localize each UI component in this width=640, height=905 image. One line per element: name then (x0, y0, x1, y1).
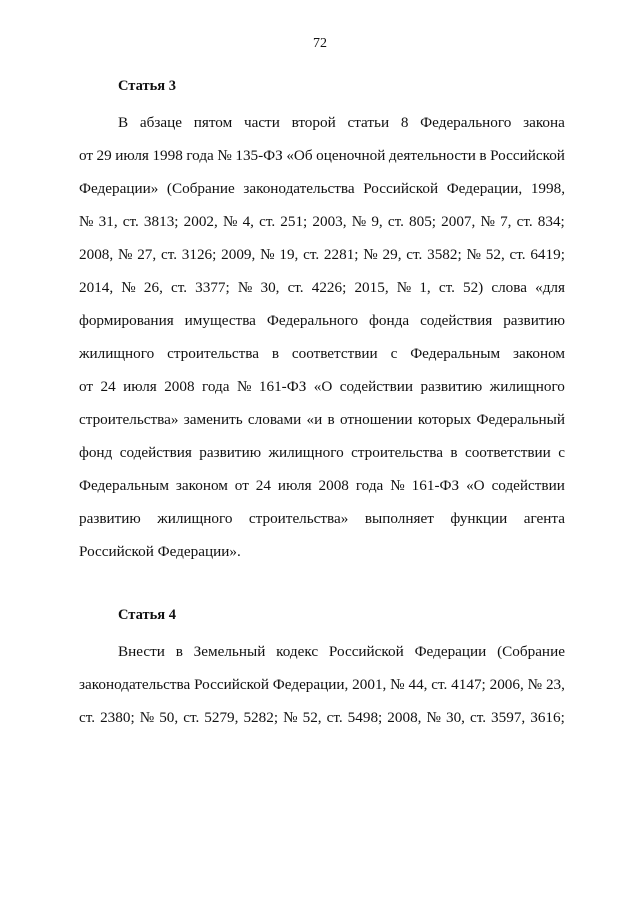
word: ст. (259, 213, 276, 230)
word: 29 (96, 147, 112, 164)
word: № (236, 378, 252, 395)
word: (Собрание (497, 643, 565, 660)
word: 30, (260, 279, 280, 296)
word: строительства» (79, 411, 179, 428)
word: 2008 (318, 477, 349, 494)
word: ст. (326, 709, 343, 726)
word: словами (247, 411, 302, 428)
word: строительства» (248, 510, 349, 527)
word: ст. (287, 279, 304, 296)
word: 161-ФЗ (258, 378, 307, 395)
word: 5498; (347, 709, 383, 726)
word: оценочной (316, 147, 386, 164)
word: В (118, 114, 129, 131)
word: части (243, 114, 280, 131)
word: года (186, 147, 214, 164)
word: 251; (280, 213, 308, 230)
text-line (79, 443, 565, 463)
word: выполняет (364, 510, 434, 527)
word: в (450, 444, 458, 461)
text-line (79, 278, 565, 298)
word: строительства (167, 345, 259, 362)
word: 2281; (323, 246, 359, 263)
word: 3616; (530, 709, 565, 726)
word: ст. (160, 246, 177, 263)
word: 52) (462, 279, 484, 296)
word: 2003, (312, 213, 347, 230)
word: июля (123, 378, 157, 395)
word: 161-ФЗ (411, 477, 460, 494)
word: соответствии (291, 345, 378, 362)
word: 2001, (352, 676, 387, 693)
word: кодекс (276, 643, 319, 660)
word: 5282; (243, 709, 279, 726)
word: № (390, 477, 405, 494)
word: пятом (193, 114, 233, 131)
word: 23, (545, 676, 565, 693)
word: развитию (199, 444, 262, 461)
word: в (479, 147, 487, 164)
word: 2008, (79, 246, 114, 263)
word: от (79, 147, 94, 164)
word: 4, (242, 213, 254, 230)
word: 24 (100, 378, 116, 395)
word: 7, (500, 213, 512, 230)
word: ст. (516, 213, 533, 230)
word: № (480, 213, 495, 230)
word: закона (523, 114, 565, 131)
word: Российской (363, 180, 439, 197)
word: жилищного (489, 378, 565, 395)
word: № (79, 213, 94, 230)
word: слова (491, 279, 527, 296)
word: № (121, 279, 136, 296)
word: 2002, (183, 213, 218, 230)
word: 2009, (221, 246, 256, 263)
word: 1, (419, 279, 431, 296)
word: содействия (119, 444, 192, 461)
word: ст. (469, 709, 487, 726)
word: «О (313, 378, 333, 395)
word: 4226; (311, 279, 347, 296)
text-line (79, 410, 565, 430)
word: Внести (118, 643, 165, 660)
word: Федерального (266, 312, 359, 329)
word: 27, (137, 246, 157, 263)
word: строительства (351, 444, 443, 461)
text-line (79, 245, 565, 265)
word: от (79, 378, 94, 395)
word: 1998 (152, 147, 183, 164)
word: № (283, 709, 298, 726)
word: 3597, (491, 709, 526, 726)
word: формирования (79, 312, 174, 329)
word: 2380; (100, 709, 135, 726)
text-line (79, 675, 565, 695)
page-number: 72 (313, 36, 327, 51)
word: ст. (122, 213, 139, 230)
word: 834; (537, 213, 565, 230)
word: развитию (420, 378, 483, 395)
word: 1998, (530, 180, 565, 197)
word: функции (450, 510, 508, 527)
word: 135-ФЗ (235, 147, 283, 164)
word: июля (115, 147, 149, 164)
text-line (118, 113, 565, 133)
text-line (118, 642, 565, 662)
word: агента (523, 510, 565, 527)
word: № (117, 246, 133, 263)
word: 19, (279, 246, 299, 263)
word: года (355, 477, 384, 494)
text-line (79, 179, 565, 199)
word: законом (513, 345, 565, 362)
word: Российской (490, 147, 565, 164)
text-line (79, 377, 565, 397)
word: № (426, 709, 441, 726)
word: № (466, 246, 481, 263)
word: 2006, (489, 676, 524, 693)
word: законом (175, 477, 228, 494)
word: 2014, (79, 279, 114, 296)
word: 29, (382, 246, 402, 263)
word: 805; (409, 213, 437, 230)
word: № (363, 246, 378, 263)
text-line (79, 344, 565, 364)
word: «Об (286, 147, 313, 164)
word: «и (306, 411, 323, 428)
word: 5279, (204, 709, 239, 726)
text-line (79, 476, 565, 496)
word: Федерации, (446, 180, 523, 197)
word: заменить (183, 411, 243, 428)
text-line (79, 311, 565, 331)
word: фонд (79, 444, 113, 461)
text-line (79, 509, 565, 529)
word: № (222, 213, 238, 230)
word: № (390, 676, 405, 693)
word: 52, (302, 709, 322, 726)
word: 31, (98, 213, 118, 230)
word: отношении (339, 411, 413, 428)
word: 50, (159, 709, 179, 726)
word: ст. (438, 279, 455, 296)
word: от (234, 477, 249, 494)
word: ст. (183, 709, 200, 726)
word: деятельности (388, 147, 476, 164)
word: законодательства (243, 180, 355, 197)
text-line (79, 146, 565, 166)
word: второй (291, 114, 336, 131)
word: 24 (255, 477, 271, 494)
word: (Собрание (166, 180, 235, 197)
word: ст. (431, 676, 448, 693)
word: содействия (420, 312, 493, 329)
word: Федерации» (79, 180, 159, 197)
word: 6419; (530, 246, 565, 263)
word: законодательства (79, 676, 191, 693)
word: 26, (143, 279, 163, 296)
word: абзаце (139, 114, 182, 131)
word: которых (417, 411, 472, 428)
word: в (327, 411, 335, 428)
word: 3582; (427, 246, 462, 263)
word: Земельный (193, 643, 266, 660)
word: соответствии (464, 444, 551, 461)
word: 3813; (143, 213, 179, 230)
word: развитию (79, 510, 141, 527)
word: Федерации (414, 643, 487, 660)
word: 3377; (195, 279, 230, 296)
word: 2015, (354, 279, 389, 296)
word: 8 (400, 114, 409, 131)
word: Федерации, (272, 676, 349, 693)
word: Федеральным (79, 477, 169, 494)
word: 2008, (387, 709, 422, 726)
word: 3126; (181, 246, 217, 263)
word: содействии (339, 378, 414, 395)
word: Федеральный (476, 411, 565, 428)
word: с (390, 345, 398, 362)
word: 2008 (164, 378, 195, 395)
word: ст. (170, 279, 188, 296)
word: фонда (369, 312, 410, 329)
word: Российской (194, 676, 269, 693)
word: содействии (491, 477, 565, 494)
word: ст. (303, 246, 320, 263)
word: 30, (445, 709, 465, 726)
word: «О (466, 477, 485, 494)
word: 2007, (441, 213, 476, 230)
word: № (217, 147, 232, 164)
word: Федерального (420, 114, 512, 131)
word: ст. (509, 246, 526, 263)
word: ст. (387, 213, 404, 230)
word: 9, (371, 213, 383, 230)
word: имущества (184, 312, 256, 329)
word: № (527, 676, 543, 693)
word: № (139, 709, 155, 726)
word: в (175, 643, 183, 660)
word: 44, (408, 676, 428, 693)
word: № (351, 213, 367, 230)
word: года (202, 378, 230, 395)
word: жилищного (79, 345, 155, 362)
text-line: Российской Федерации». (79, 543, 241, 560)
word: 4147; (451, 676, 486, 693)
word: № (260, 246, 275, 263)
word: с (558, 444, 565, 461)
word: ст. (79, 709, 96, 726)
word: в (271, 345, 279, 362)
text-line (79, 708, 565, 728)
article-3-heading: Статья 3 (118, 78, 176, 94)
word: 52, (485, 246, 505, 263)
word: жилищного (268, 444, 344, 461)
word: жилищного (157, 510, 233, 527)
word: развитию (503, 312, 565, 329)
word: «для (535, 279, 565, 296)
text-line (79, 212, 565, 232)
article-4-heading: Статья 4 (118, 607, 176, 623)
word: № (396, 279, 412, 296)
word: Российской (328, 643, 404, 660)
word: статьи (347, 114, 390, 131)
word: № (237, 279, 253, 296)
word: июля (277, 477, 312, 494)
word: Федеральным (410, 345, 501, 362)
word: ст. (406, 246, 423, 263)
